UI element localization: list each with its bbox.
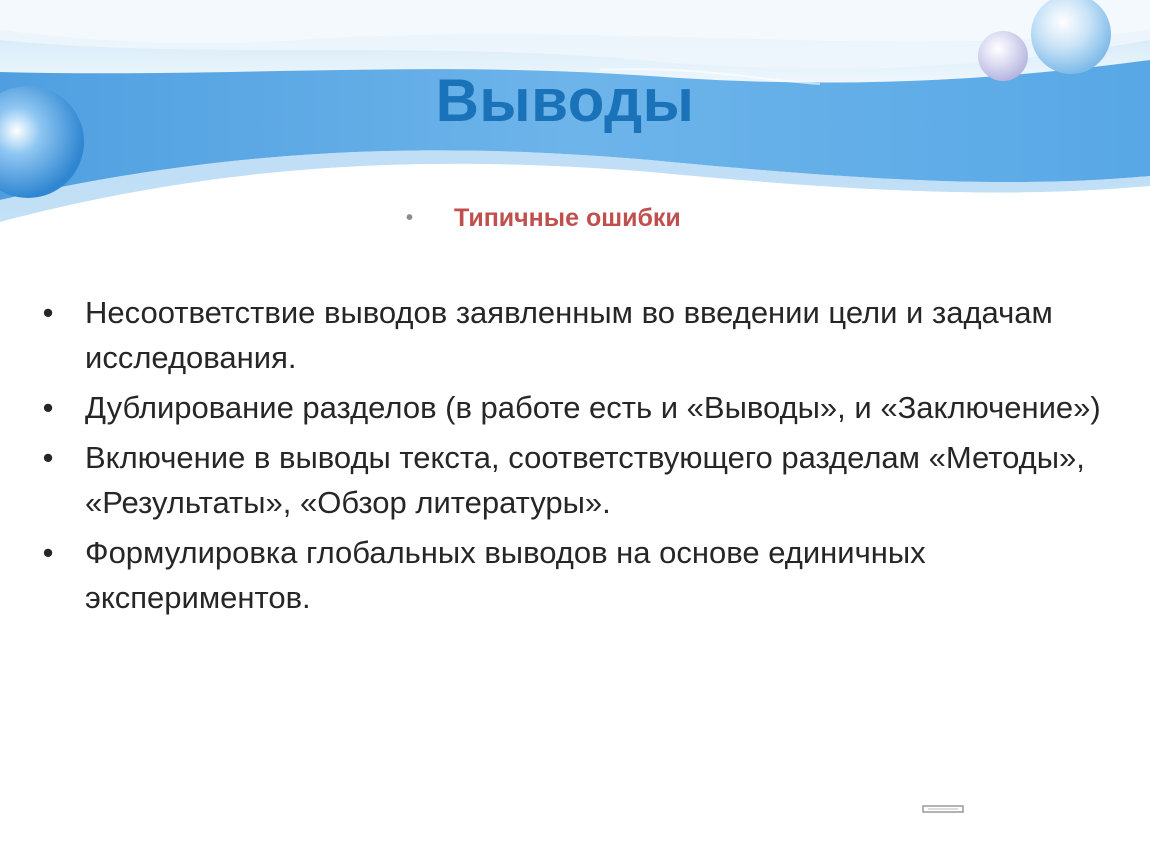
- bullet-marker: •: [42, 535, 54, 570]
- bullet-marker: •: [42, 295, 54, 330]
- list-item-text: Формулировка глобальных выводов на основе единичных экспериментов.: [85, 535, 926, 615]
- bullet-list: [38, 290, 1118, 625]
- list-item-text: Включение в выводы текста, соответствующего разделам «Методы», «Результаты», «Обзор литературы».: [85, 440, 1085, 520]
- list-item-text: Несоответствие выводов заявленным во введении цели и задачам исследования.: [85, 295, 1053, 375]
- footer-icon: [922, 804, 964, 814]
- slide-subtitle: Типичные ошибки: [454, 204, 681, 232]
- subtitle-row: [406, 204, 681, 233]
- list-item: [38, 530, 1118, 620]
- list-item: [38, 435, 1118, 525]
- list-item: [38, 385, 1118, 430]
- list-item: [38, 290, 1118, 380]
- bullet-marker: •: [42, 440, 54, 475]
- slide-title: Выводы: [435, 67, 695, 134]
- subtitle-bullet: •: [406, 207, 414, 229]
- bullet-marker: •: [42, 390, 54, 425]
- list-item-text: Дублирование разделов (в работе есть и «Выводы», и «Заключение»): [85, 390, 1101, 425]
